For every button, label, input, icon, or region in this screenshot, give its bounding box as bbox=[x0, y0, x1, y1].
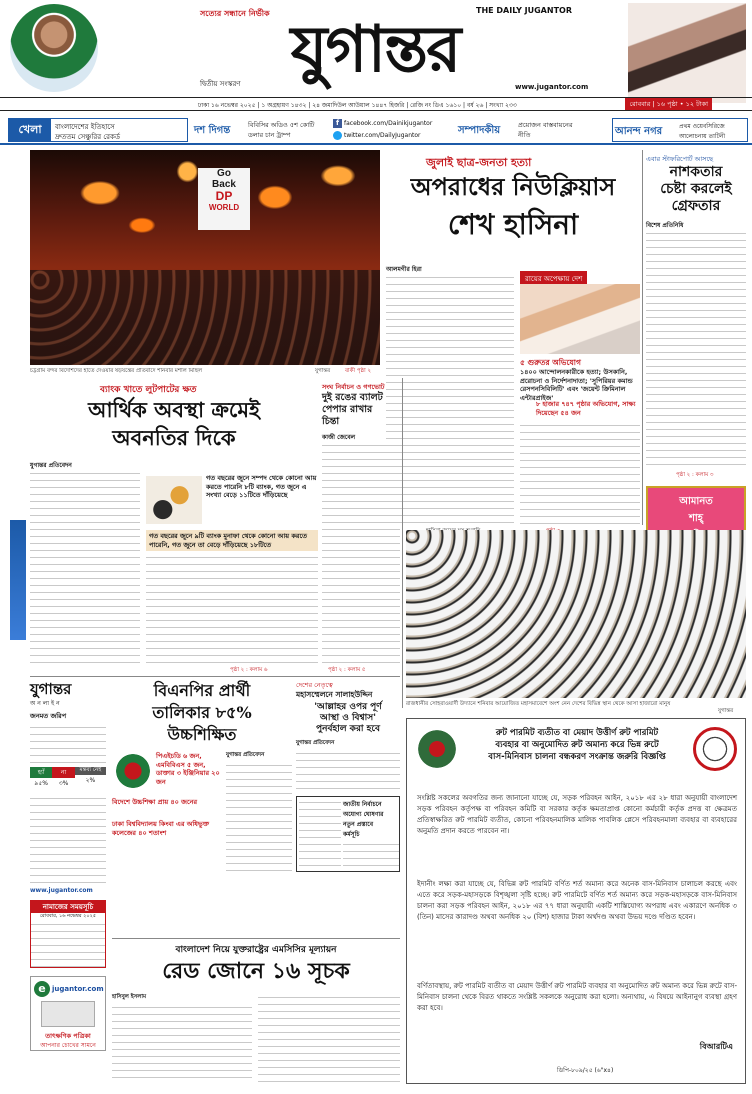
ribbon-khela[interactable] bbox=[8, 118, 188, 142]
brta-title-1: রুট পারমিট ব্যতীত বা মেয়াদ উত্তীর্ণ রুট পারমিট bbox=[495, 728, 659, 738]
sign-back: Back bbox=[212, 179, 236, 190]
photo-athlete bbox=[10, 4, 98, 92]
bnp-story bbox=[112, 680, 292, 940]
promo-paper bbox=[41, 1001, 95, 1027]
promo-site: jugantor.com bbox=[52, 985, 104, 993]
online-logo[interactable]: যুগান্তর bbox=[30, 680, 72, 698]
faith-kicker: দেশের নেতৃত্বে bbox=[296, 681, 333, 689]
charges-text: ১৪০০ আন্দোলনকারীকে হত্যা; উসকানি, প্ররোচনা ও নির্দেশনাদাতা; 'সুপিরিয়র কমান্ড রেসপনসিবিলিটি' এবং 'জয়েন্ট ক্রিমিনাল এন্টারপ্রাইজ' bbox=[520, 368, 633, 402]
brta-code: ডিপি-৮০৯/২৫ (৬"x৪) bbox=[557, 1067, 614, 1074]
editorial-text2: নীতি bbox=[518, 131, 531, 139]
online-label: অনলাইন bbox=[30, 700, 62, 707]
poll-table bbox=[30, 767, 106, 789]
faith-headline-4[interactable]: পুনর্বহাল করা হবে bbox=[315, 724, 380, 734]
nagar-line2: অযোগ্য ঘোষণার bbox=[343, 811, 384, 818]
dateline-bar bbox=[0, 97, 752, 111]
lead-photo bbox=[30, 150, 380, 365]
dateline: ঢাকা ১৬ নভেম্বর ২০২৫ | ১ অগ্রহায়ণ ১৪৩২ | ২৪ জমাদিউল আউয়াল ১৪৪৭ হিজরি | রেজি নং ডিএ ১৬১০ | বর্ষ ২৬ | সংখ্যা ২৩৩ bbox=[198, 102, 517, 109]
day-badge: রোববার | ১৬ পৃষ্ঠা • ১২ টাকা bbox=[625, 98, 712, 110]
prayer-table bbox=[31, 921, 105, 967]
economy-headline-1[interactable]: আর্থিক অবস্থা ক্রমেই bbox=[88, 397, 260, 422]
poll-col-no bbox=[52, 767, 74, 789]
nagar-line1: জাতীয় নির্বাচনে bbox=[343, 801, 382, 808]
poll-head-yes: হ্যাঁ bbox=[30, 767, 52, 778]
economy-headline-2[interactable]: অবনতির দিকে bbox=[112, 425, 236, 450]
price: ১২ টাকা bbox=[685, 100, 708, 108]
us-story bbox=[112, 942, 400, 1090]
side-more[interactable]: পৃষ্ঠা ২ : কলাম ৫ bbox=[328, 667, 366, 673]
amanat-line2: শাহ্ bbox=[688, 513, 704, 524]
brta-para-1: সংশ্লিষ্ট সকলের অবগতির জন্য জানানো যাচ্ছে যে, সড়ক পরিবহন আইন, ২০১৮ এর ২৮ ধারা অনুযায়ী বাংলাদেশ সড়ক পরিবহন কর্তৃপক্ষ বা পরিবহন কমিটি বা সরকার কর্তৃক ক্ষমতাপ্রাপ্ত কোনো কর্মচারী কর্তৃক প্রদত্ত বা ক্ষেত্রমত প্রতিস্বাক্ষরিত রুট পারমিট ব্যতীত, কোনো পরিবহনমালিক মালিক পাবলিক প্লেসে পরিবহনমালা ব্যবহার বা ব্যবহারের অনুমতি প্রদান করতে পারবেন না। bbox=[417, 794, 737, 835]
right-more[interactable]: পৃষ্ঠা ২ : কলাম ৩ bbox=[676, 472, 714, 478]
charges-title: ৫ গুরুতর অভিযোগ bbox=[520, 358, 581, 367]
right-headline-1[interactable]: নাশকতার bbox=[669, 164, 723, 180]
logo[interactable]: যুগান্তর bbox=[290, 12, 460, 87]
anando-text1: প্রথম ওয়েবসিরিজে bbox=[679, 123, 725, 130]
us-kicker: বাংলাদেশ নিয়ে যুক্তরাষ্ট্রের এমসিসির মূল্যায়ন bbox=[175, 945, 337, 955]
faith-headline-2[interactable]: 'আল্লাহর ওপর পূর্ণ bbox=[314, 702, 382, 712]
rule-h-1 bbox=[30, 676, 400, 677]
poll-val-yes: ৯৫% bbox=[34, 780, 48, 787]
side-byline: কাজী জেবেল bbox=[322, 434, 356, 441]
nagar-line4: কর্মসূচি bbox=[343, 831, 360, 838]
bnp-headline-2[interactable]: তালিকার ৮৫% bbox=[152, 703, 252, 722]
promo-line2: আপনার চোখের সামনে bbox=[40, 1042, 96, 1049]
sign-go: Go bbox=[217, 168, 231, 179]
rally-caption: রাজধানীর সোহরাওয়ার্দী উদ্যানে শনিবার আয়োজিত মহাসমাবেশে অংশ নেন দেশের বিভিন্ন স্থান থেকে আসা হাজারো মানুষ bbox=[406, 701, 671, 707]
day: রোববার bbox=[629, 100, 651, 108]
poll-head-no: না bbox=[52, 767, 74, 778]
right-headline-2[interactable]: চেষ্টা করলেই bbox=[660, 181, 732, 197]
economy-body-1 bbox=[30, 470, 140, 665]
brta-title-3: বাস-মিনিবাস চালনা বন্ধকরণ সংক্রান্ত জরুরি বিজ্ঞপ্তি bbox=[488, 752, 666, 762]
economy-body-2 bbox=[146, 554, 318, 664]
ribbon-editorial[interactable] bbox=[458, 118, 608, 142]
economy-kicker: ব্যাংক খাতে লুটপাটের ক্ষত bbox=[100, 385, 197, 395]
section-ribbon bbox=[0, 115, 752, 145]
brta-title-2: ব্যবহার বা অনুমোদিত রুট অমান্য করে ভিন্ন রুটে bbox=[495, 740, 659, 750]
economy-story bbox=[30, 378, 318, 678]
left-edge-strip bbox=[10, 520, 26, 640]
ribbon-anando[interactable] bbox=[612, 118, 748, 142]
economy-graphic bbox=[146, 476, 202, 524]
economy-fact-1: গত বছরের জুনে সম্পদ থেকে কোনো আয় করতে পারেনি ৮টি ব্যাংক, গত জুনে এ সংখ্যা বেড়ে ১১টিতে দাঁড়িয়েছে bbox=[206, 474, 317, 499]
nagar-line3: নতুন প্রস্তাবে bbox=[343, 821, 374, 828]
ribbon-social[interactable] bbox=[333, 118, 453, 142]
side-headline-2[interactable]: পেপার রাখার bbox=[322, 404, 373, 415]
facebook-icon: f bbox=[333, 119, 342, 128]
main-headline-2[interactable]: শেখ হাসিনা bbox=[447, 208, 579, 241]
poll-title: জনমত জরিপ bbox=[30, 712, 67, 720]
amanat-line1: আমানত bbox=[679, 496, 713, 507]
us-body-1 bbox=[112, 1004, 252, 1084]
website[interactable]: www.jugantor.com bbox=[515, 83, 589, 91]
online-box bbox=[30, 680, 106, 1049]
economy-more[interactable]: পৃষ্ঠা ২ : কলাম ৬ bbox=[230, 667, 268, 673]
english-name: THE DAILY JUGANTOR bbox=[476, 6, 572, 15]
twitter-text: twitter.com/DailyJugantor bbox=[344, 132, 421, 139]
main-body-2 bbox=[520, 422, 640, 524]
govt-emblem bbox=[415, 727, 459, 771]
faith-story bbox=[296, 680, 400, 940]
bnp-body bbox=[226, 762, 292, 872]
rally-photo bbox=[406, 530, 746, 698]
faith-byline: যুগান্তর প্রতিবেদন bbox=[296, 740, 335, 746]
dash-text2: ডলার চান ট্রাম্প bbox=[248, 131, 291, 139]
bnp-fact-1: পিএইচডি ৬ জন, এমবিবিএস ৫ জন, ডাক্তার ৩ ইঞ্জিনিয়ার ২০ জন bbox=[156, 752, 220, 786]
rule-h-2 bbox=[112, 938, 400, 939]
dash-label: দশ দিগন্ত bbox=[194, 125, 231, 136]
side-kicker: সংঘ নির্বাচন ও গণভোট bbox=[322, 383, 385, 391]
bnp-headline-1[interactable]: বিএনপির প্রার্থী bbox=[153, 681, 251, 700]
faith-headline-3[interactable]: আস্থা ও বিশ্বাস' bbox=[320, 713, 376, 723]
right-body bbox=[646, 230, 746, 470]
side-story bbox=[322, 378, 400, 678]
nagar-box bbox=[296, 796, 400, 872]
rule-v-1 bbox=[642, 150, 643, 525]
editorial-text1: প্রয়োজন বাস্তবায়নের bbox=[518, 121, 573, 129]
brta-para-3: বর্ণিতাবস্থায়, রুট পারমিট ব্যতীত বা মেয়াদ উত্তীর্ণ রুট পারমিট ব্যবহার বা অনুমোদিত রুট অমান্য করে ভিন্ন রুটে বাস-মিনিবাস চালনা থেকে বিরত থাকতে সংশ্লিষ্ট সকলকে অনুরোধ করা হলো। অন্যথায়, এ বিষয়ে আইনানুগ ব্যবস্থা গ্রহণ করা হবে। bbox=[417, 982, 737, 1012]
lead-photo-caption: চট্টগ্রাম বন্দর বিদেশিদের হাতে দেওয়ার ষড়যন্ত্রের প্রতিবাদে শনিবার মশাল মিছিল bbox=[30, 368, 203, 374]
poll-col-yes bbox=[30, 767, 52, 789]
pages-note: ৮ হাজার ৭৪৭ পৃষ্ঠার অভিযোগ, সাক্ষ্য দিয়েছেন ৫৪ জন bbox=[536, 400, 636, 417]
promo-line1: তাৎক্ষণিক পত্রিকা bbox=[45, 1032, 91, 1040]
facebook-link[interactable] bbox=[333, 118, 432, 129]
khela-text1: বাংলাদেশের ইতিহাসে bbox=[55, 123, 115, 131]
bnp-logo bbox=[116, 754, 150, 788]
dash-text1: বিবিসির অডিও ৫শ কোটি bbox=[248, 121, 315, 129]
us-headline[interactable]: রেড জোনে ১৬ সূচক bbox=[162, 958, 350, 984]
poll-head-none: মন্তব্য নেই bbox=[75, 767, 106, 775]
economy-byline: যুগান্তর প্রতিবেদন bbox=[30, 462, 72, 469]
photo-actress bbox=[628, 3, 746, 103]
poll-col-none bbox=[75, 767, 106, 789]
khela-text2: দ্রুততম সেঞ্চুরির রেকর্ড bbox=[55, 133, 121, 141]
anando-text2: আলোচনায় তাটিনী bbox=[679, 133, 726, 140]
masthead bbox=[0, 0, 752, 113]
economy-fact-2: গত বছরের জুনে ৯টি ব্যাংক মুনাফা থেকে কোনো আয় করতে পারেনি, গত জুনে তা বেড়ে দাঁড়িয়েছে ১৮টিতে bbox=[146, 530, 318, 551]
brta-signature: বিআরটিএ bbox=[699, 1042, 733, 1051]
main-byline: আলমগীর হিরা bbox=[386, 266, 422, 273]
bnp-fact-3: ঢাকা বিশ্ববিদ্যালয় কিংবা এর অধিভুক্ত কলেজের ৪০ শতাংশ bbox=[112, 820, 210, 837]
rule-v-2 bbox=[402, 378, 403, 708]
crowd bbox=[30, 270, 380, 365]
anando-label: আনন্দ নগর bbox=[615, 126, 663, 137]
promo-e-icon: e bbox=[34, 981, 50, 997]
rally-credit: যুগান্তর bbox=[718, 708, 734, 714]
us-body-2 bbox=[258, 994, 400, 1084]
ribbon-dash[interactable] bbox=[194, 118, 329, 142]
main-headline-1[interactable]: অপরাধের নিউক্লিয়াস bbox=[410, 172, 616, 201]
side-headline-1[interactable]: দুই রঙের ব্যালট bbox=[322, 392, 383, 403]
hasina-photo bbox=[520, 284, 640, 354]
sign-world: WORLD bbox=[208, 203, 240, 212]
brta-notice bbox=[406, 718, 746, 1084]
protest-sign bbox=[198, 168, 250, 230]
online-site[interactable]: www.jugantor.com bbox=[30, 887, 93, 894]
brta-logo bbox=[693, 727, 737, 771]
poll-question bbox=[30, 724, 106, 764]
khela-label: খেলা bbox=[9, 119, 51, 141]
prayer-date: রোববার, ১৬ নভেম্বর ২০২৫ bbox=[39, 913, 97, 919]
twitter-link[interactable] bbox=[333, 130, 421, 141]
right-headline-3[interactable]: গ্রেফতার bbox=[671, 198, 721, 214]
tagline: সত্যের সন্ধানে নির্ভীক bbox=[200, 9, 270, 18]
sign-dp: DP bbox=[215, 189, 233, 203]
lead-photo-more[interactable]: বাকী পৃষ্ঠা ২ bbox=[345, 368, 372, 374]
promo-box[interactable] bbox=[30, 976, 106, 1051]
lead-photo-credit: যুগান্তর bbox=[315, 368, 331, 374]
poll-val-none: ২% bbox=[85, 777, 96, 784]
twitter-icon bbox=[333, 131, 342, 140]
side-headline-3[interactable]: চিন্তা bbox=[322, 416, 340, 427]
online-text bbox=[30, 795, 106, 885]
side-body bbox=[322, 442, 400, 664]
bnp-headline-3[interactable]: উচ্চশিক্ষিত bbox=[167, 725, 237, 744]
edition: দ্বিতীয় সংস্করণ bbox=[200, 80, 241, 88]
nagar-right-body bbox=[343, 841, 399, 869]
nagar-left bbox=[299, 799, 341, 869]
right-byline: বিশেষ প্রতিনিধি bbox=[646, 222, 684, 229]
right-kicker: এবার স্টাফরিপোর্ট আসছে bbox=[646, 155, 714, 163]
bnp-fact-2: বিদেশে উচ্চশিক্ষা প্রায় ৪০ জনের bbox=[112, 798, 198, 806]
prayer-title: নামাজের সময়সূচি bbox=[31, 901, 105, 913]
facebook-text: facebook.com/Dainikjugantor bbox=[344, 120, 433, 127]
main-badge: রায়ের অপেক্ষায় দেশ bbox=[520, 271, 587, 287]
editorial-label: সম্পাদকীয় bbox=[458, 125, 501, 136]
us-byline: হাসিবুল ইসলাম bbox=[112, 994, 147, 1000]
pages: ১৬ পৃষ্ঠা bbox=[656, 100, 678, 108]
brta-para-2: ইদানীং লক্ষ্য করা যাচ্ছে যে, বিভিন্ন রুট পারমিট বর্ণিত শর্ত অমান্য করে অনেক বাস-মিনিবাস চালাচল করছে এবং এতে করে সড়ক-মহাসড়কে বিশৃঙ্খলা সৃষ্টি হচ্ছে। রুট পারমিটে বর্ণিত শর্ত অমান্য করে সড়ক-মহাসড়কে বাস-মিনিবাস চালনা করা সড়ক পরিবহন আইন, ২০১৮ এর ৭৭ ধারা অনুযায়ী একটি শাস্তিযোগ্য অপরাধ এবং একারণে অনধিক ৩ (তিন) মাসের কারাদণ্ড অথবা অনধিক ২০ (বিশ) হাজার টাকা অর্থদণ্ড অথবা উভয় দণ্ডে দণ্ডিত হবেন। bbox=[417, 880, 737, 921]
prayer-box bbox=[30, 900, 106, 968]
main-body-1 bbox=[386, 274, 514, 524]
poll-val-no: ৩% bbox=[58, 780, 69, 787]
faith-body bbox=[296, 750, 400, 790]
bnp-byline: যুগান্তর প্রতিবেদন bbox=[226, 752, 265, 758]
main-kicker: জুলাই ছাত্র-জনতা হত্যা bbox=[426, 156, 532, 169]
faith-headline-1[interactable]: মহাসম্মেলনে সালাহউদ্দিন bbox=[296, 690, 373, 699]
